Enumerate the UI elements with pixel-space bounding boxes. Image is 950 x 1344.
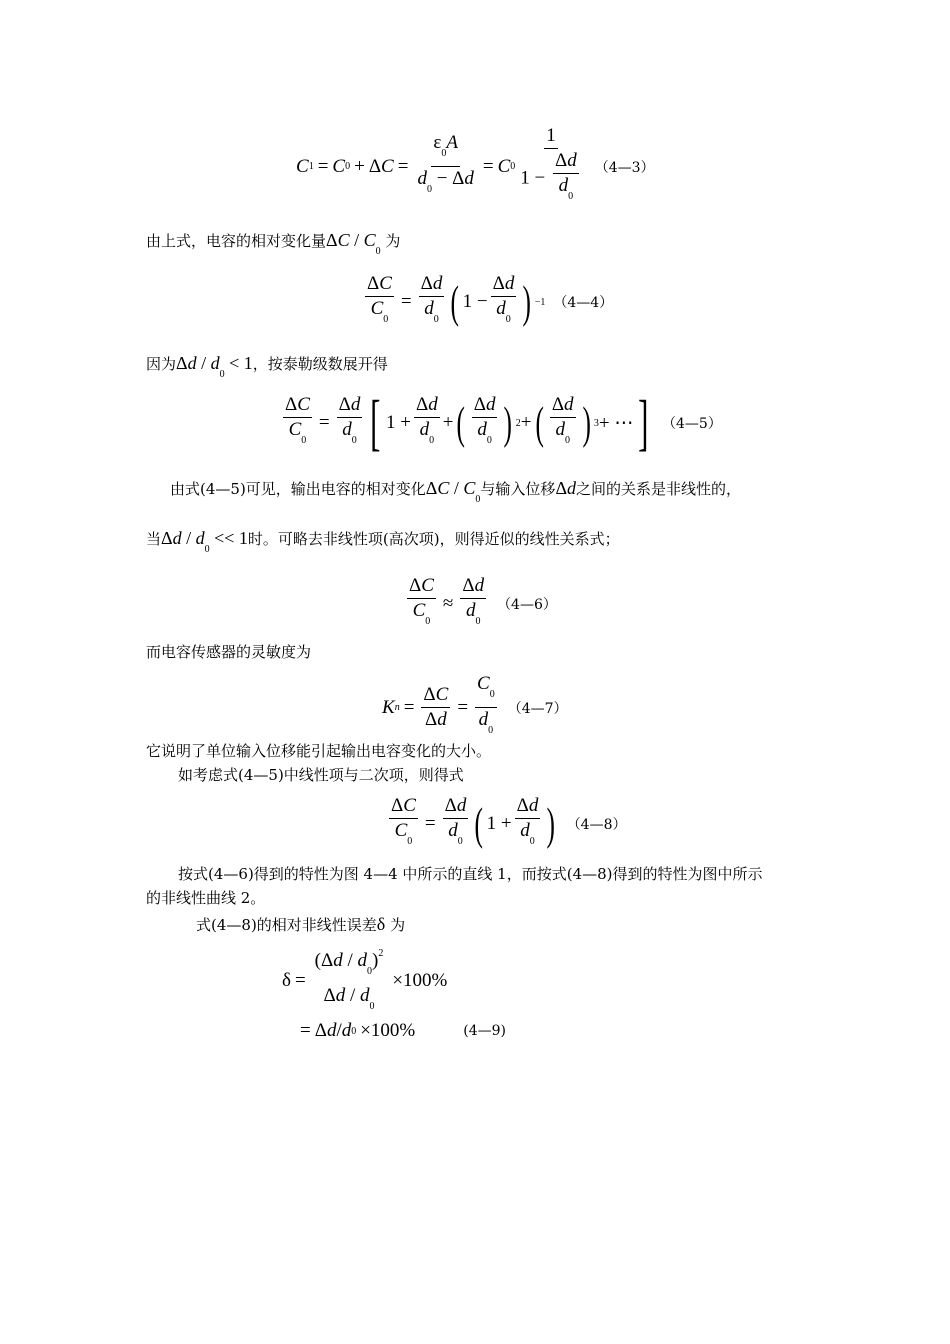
paragraph-error: 式(4—8)的相对非线性误差δ 为 xyxy=(196,914,406,934)
paragraph-relative-change: 由上式，电容的相对变化量ΔC / $C_0$ 为 xyxy=(146,230,401,257)
equation-4-4: $\frac{\Delta C}{C_0}$ = $\frac{\Delta d}{d_0}$ ( 1 − $\frac{\Delta d}{d_0}$ ) −1 （4—4） xyxy=(367,273,614,327)
paragraph-characteristic-2: 的非线性曲线 2。 xyxy=(146,889,266,907)
paragraph-characteristic-1: 按式(4—6)得到的特性为图 4—4 中所示的直线 1，而按式(4—8)得到的特性为图中所示 xyxy=(178,865,763,883)
equation-number: （4—6） xyxy=(497,597,557,613)
paragraph-approx: 当$\Delta d / d_0 << 1$时。可略去非线性项(高次项)，则得近似的线性关系式； xyxy=(146,528,620,555)
equation-number: （4—8） xyxy=(566,817,627,833)
paragraph-taylor: 因为$\Delta d / d_0 < 1$，按泰勒级数展开得 xyxy=(146,353,388,380)
equation-4-7: K n = $\frac{\Delta C}{\Delta d}$ = $\frac{C_0}{d_0}$ （4—7） xyxy=(382,673,568,736)
equation-4-9-line2: = Δ d / d 0 ×100% (4—9) xyxy=(300,1020,507,1041)
equation-4-5: $\frac{\Delta C}{C_0}$ = $\frac{\Delta d}{d_0}$ [ 1 + $\frac{\Delta d}{d_0}$ + ( $\frac{\Delta d}{d_0}$ ) 2 + ( $\frac{\Delta d}{d_0}$ ) 3 + ⋯ ] （4—5） xyxy=(285,389,722,457)
equation-4-8: $\frac{\Delta C}{C_0}$ = $\frac{\Delta d}{d_0}$ ( 1 + $\frac{\Delta d}{d_0}$ ) （4—8） xyxy=(391,795,627,849)
equation-4-9-line1: δ = $(\Delta d / d_0)^2$ Δd / $d_0$ ×100% xyxy=(282,948,448,1012)
equation-4-6: $\frac{\Delta C}{C_0}$ ≈ $\frac{\Delta d}{d_0}$ （4—6） xyxy=(409,575,557,627)
paragraph-explanation: 它说明了单位输入位移能引起输出电容变化的大小。 xyxy=(146,742,492,760)
equation-4-3: C 1 = C 0 + Δ C = $\frac{\varepsilon_0A}{d_0 - \Delta d}$ = C 0 1 1 − $\frac{\Delta d}{d_0}$ （4—3） xyxy=(296,125,655,202)
equation-number: （4—5） xyxy=(662,416,722,432)
paragraph-nonlinear: 由式(4—5)可见，输出电容的相对变化ΔC / $C_0$与输入位移Δd之间的关系是非线性的， xyxy=(170,478,742,505)
paragraph-sensitivity: 而电容传感器的灵敏度为 xyxy=(146,643,312,661)
paragraph-second-order: 如考虑式(4—5)中线性项与二次项，则得式 xyxy=(178,766,464,784)
equation-number: （4—7） xyxy=(507,700,568,717)
equation-number: (4—9) xyxy=(463,1023,507,1039)
equation-number: （4—3） xyxy=(594,159,655,176)
equation-number: （4—4） xyxy=(553,295,614,311)
